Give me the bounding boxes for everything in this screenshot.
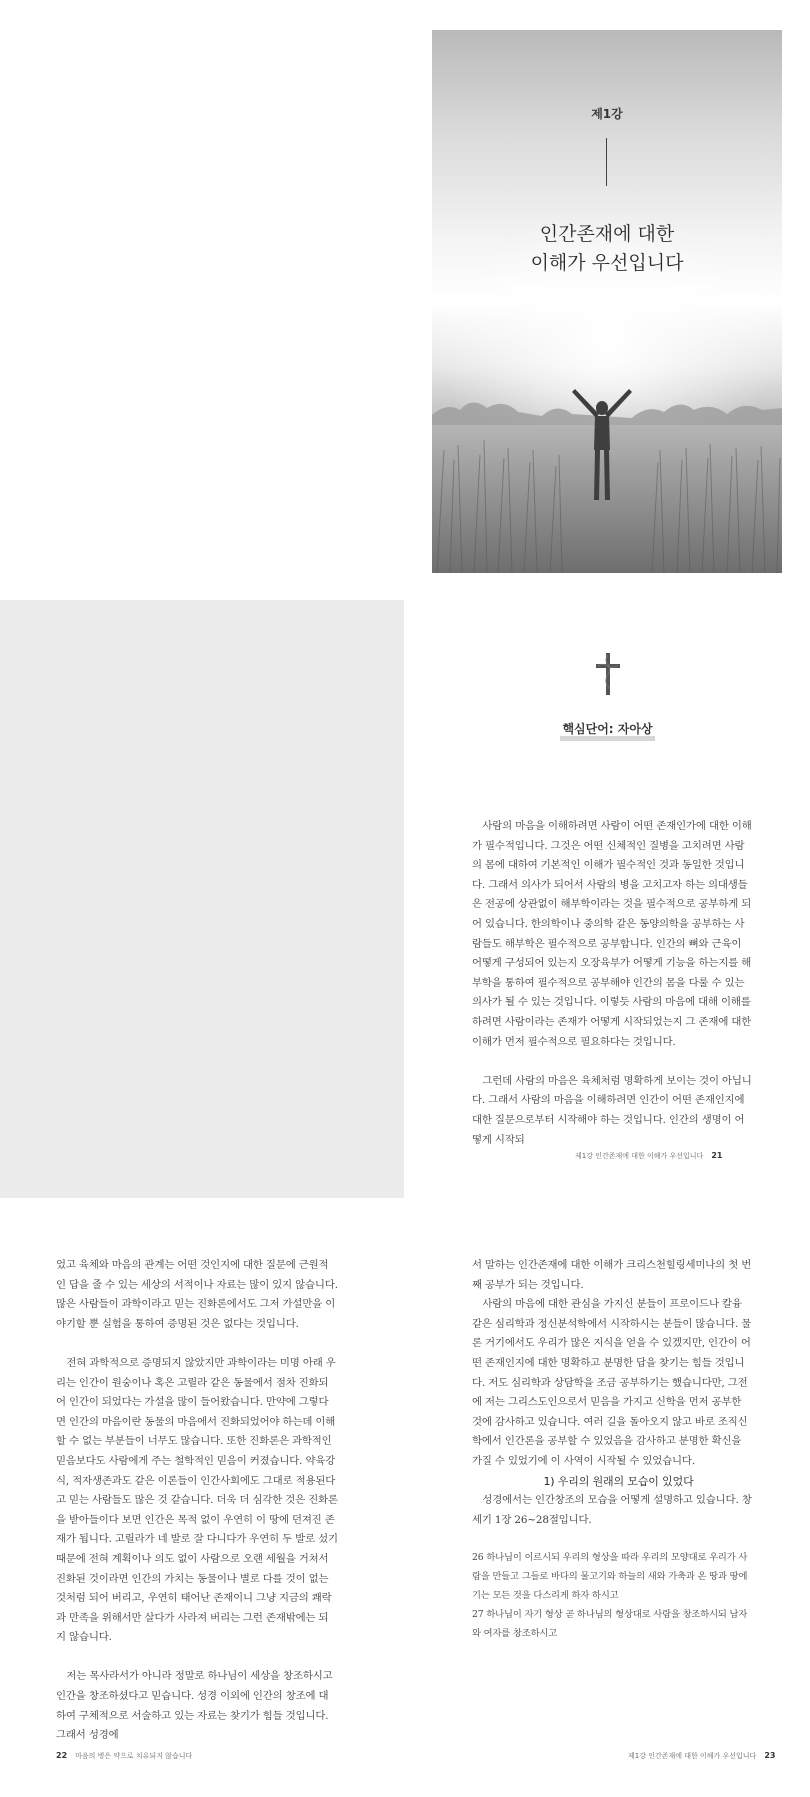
page-22-body <box>56 1256 338 1746</box>
quote-line: 26 하나님이 이르시되 우리의 형상을 따라 우리의 모양대로 우리가 사람을 만들고 그들로 바다의 물고기와 하늘의 새와 가축과 온 땅과 땅에 기는 모든 것을 다스리게 하자 하시고 <box>472 1552 748 1602</box>
paragraph: 사람의 마음에 대한 관심을 가지신 분들이 프로이드나 칼융 같은 심리학과 정신분석학에서 시작하시는 분들이 많습니다. 물론 거기에서도 우리가 많은 지식을 얻을 수 있겠지만, 인간이 어떤 존재인지에 대한 명확하고 분명한 답을 찾기는 힘들 것입니다. 저도 심리학과 상담학을 조금 공부하기는 했습니다만, 그전에 저는 그리스도인으로서 믿음을 가지고 신학을 먼저 공부한 것에 감사하고 있습니다. 여러 길을 돌아오지 않고 바로 조직신학에서 인간론을 공부할 수 있었음을 감사하고 분명한 확신을 가질 수 있었기에 이 사역이 시작될 수 있었습니다. <box>472 1298 752 1467</box>
keyword-heading <box>405 720 810 737</box>
paragraph: 서 말하는 인간존재에 대한 이해가 크리스천힐링세미나의 첫 번째 공부가 되는 것입니다. <box>472 1259 752 1291</box>
page-21-footer <box>575 1151 722 1161</box>
running-head: 제1강 인간존재에 대한 이해가 우선입니다 <box>628 1752 757 1760</box>
section-subheading: 1) 우리의 원래의 모습이 있었다 <box>543 1474 694 1488</box>
paragraph: 전혀 과학적으로 증명되지 않았지만 과학이라는 미명 아래 우리는 인간이 원숭이나 혹은 고릴라 같은 동물에서 점차 진화되어 인간이 되었다는 가설을 많이 들어왔습니다. 만약에 그렇다면 인간의 마음이란 동물의 마음에서 진화되었어야 하는데 이해할 수 없는 부분들이 너무도 많습니다. 또한 진화론은 과학적인 믿음보다도 사람에게 주는 철학적인 믿음이 커졌습니다. 약육강식, 적자생존과도 같은 이론들이 인간사회에도 그대로 적용된다고 믿는 사람들도 많은 것 같습니다. 더욱 더 심각한 것은 진화론을 받아들이다 보면 인간은 목적 없이 우연히 이 땅에 던져진 존재가 됩니다. 고릴라가 네 발로 잘 다니다가 우연히 두 발로 섰기 때문에 전혀 계획이나 의도 없이 사람으로 오랜 세월을 거쳐서 진화된 것이라면 인간의 가치는 동물이나 별로 다를 것이 없는 것처럼 되어 버리고, 우연히 태어난 존재이니 그냥 지금의 쾌락과 만족을 위해서만 살다가 사라져 버리는 그런 존재밖에는 되지 않습니다. <box>56 1356 338 1644</box>
paragraph: 었고 육체와 마음의 관계는 어떤 것인지에 대한 질문에 근원적인 답을 줄 수 있는 세상의 서적이나 자료는 많이 있지 않습니다. 많은 사람들이 과학이라고 믿는 진화론에서도 그저 가설만을 이야기할 뿐 실험을 통하여 증명된 것은 없다는 것입니다. <box>56 1259 338 1330</box>
paragraph: 저는 목사라서가 아니라 정말로 하나님이 세상을 창조하시고 인간을 창조하셨다고 믿습니다. 성경 이외에 인간의 창조에 대하여 구체적으로 서술하고 있는 자료는 찾기가 힘들 것입니다. 그래서 성경에 <box>56 1670 333 1742</box>
page-number: 22 <box>56 1751 68 1760</box>
scripture-quote <box>472 1548 754 1643</box>
chapter-title-line-1: 인간존재에 대한 <box>539 223 675 245</box>
page-number: 21 <box>711 1151 723 1160</box>
page-23-body <box>472 1256 754 1643</box>
keyword-text: 핵심단어: 자아상 <box>560 722 654 741</box>
cross-icon <box>595 652 621 696</box>
quote-line: 27 하나님이 자기 형상 곧 하나님의 형상대로 사람을 창조하시되 남자와 여자를 창조하시고 <box>472 1609 748 1640</box>
chapter-title-line-2: 이해가 우선입니다 <box>530 252 684 274</box>
page-number: 23 <box>764 1751 776 1760</box>
running-head: 제1강 인간존재에 대한 이해가 우선입니다 <box>575 1152 704 1160</box>
blank-grey-page <box>0 600 404 1198</box>
page-22-footer <box>56 1751 192 1761</box>
paragraph: 그런데 사람의 마음은 육체처럼 명확하게 보이는 것이 아닙니다. 그래서 사람의 마음을 이해하려면 인간이 어떤 존재인지에 대한 질문으로부터 시작해야 하는 것입니다. 인간의 생명이 어떻게 시작되 <box>472 1074 752 1146</box>
vertical-rule <box>606 138 607 186</box>
page-23-footer <box>628 1751 775 1761</box>
running-head: 마음의 병은 약으로 치유되지 않습니다 <box>75 1752 193 1760</box>
chapter-label: 제1강 <box>591 107 623 121</box>
paragraph: 사람의 마음을 이해하려면 사람이 어떤 존재인가에 대한 이해가 필수적입니다. 그것은 어떤 신체적인 질병을 고치려면 사람의 몸에 대하여 기본적인 이해가 필수적인 것과 동일한 것입니다. 그래서 의사가 되어서 사람의 병을 고치고자 하는 의대생들은 전공에 상관없이 해부학이라는 것을 필수적으로 공부하게 되어 있습니다. 한의학이나 중의학 같은 동양의학을 공부하는 사람들도 해부학은 필수적으로 공부합니다. 인간의 뼈와 근육이 어떻게 구성되어 있는지 오장육부가 어떻게 기능을 하는지를 해부학을 통하여 필수적으로 공부해야 인간의 몸을 다룰 수 있는 의사가 될 수 있는 것입니다. 이렇듯 사람의 마음에 대해 이해를 하려면 사람이라는 존재가 어떻게 시작되었는지 그 존재에 대한 이해가 먼저 필수적으로 필요하다는 것입니다. <box>472 820 752 1048</box>
paragraph: 성경에서는 인간창조의 모습을 어떻게 설명하고 있습니다. 창세기 1장 26~28절입니다. <box>472 1494 752 1526</box>
page-21-body <box>472 817 752 1150</box>
chapter-title <box>432 220 782 278</box>
chapter-opener-panel <box>432 30 782 573</box>
